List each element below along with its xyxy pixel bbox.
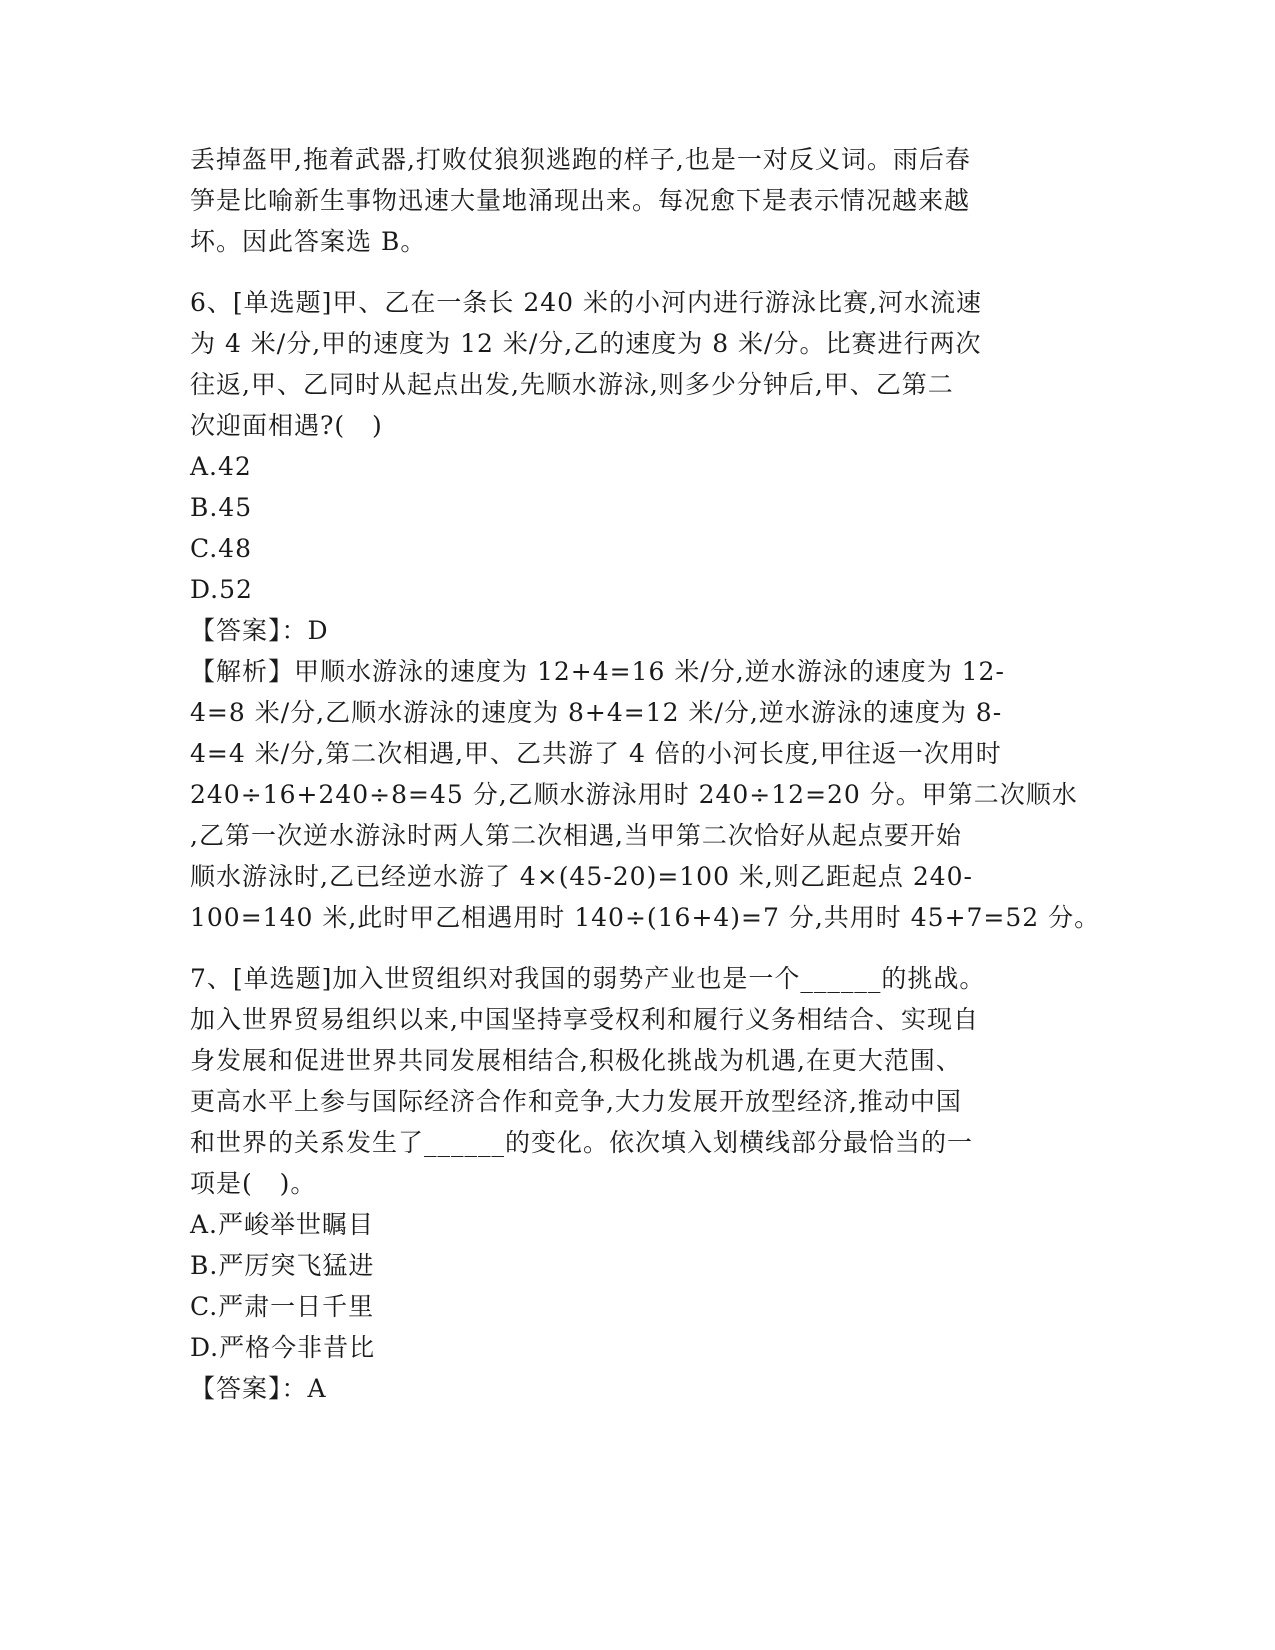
intro-line: 笋是比喻新生事物迅速大量地涌现出来。每况愈下是表示情况越来越: [190, 186, 971, 215]
question-6-option-d: D.52: [190, 575, 253, 604]
question-7-option-c: C.严肃一日千里: [190, 1292, 375, 1321]
question-7-stem: 7、[单选题]加入世贸组织对我国的弱势产业也是一个______的挑战。: [190, 964, 986, 993]
question-7-stem: 项是( )。: [190, 1169, 317, 1198]
question-6-analysis: 【解析】甲顺水游泳的速度为 12+4=16 米/分,逆水游泳的速度为 12-: [190, 657, 1005, 686]
question-6-stem: 次迎面相遇?( ): [190, 411, 383, 440]
question-7-stem: 和世界的关系发生了______的变化。依次填入划横线部分最恰当的一: [190, 1128, 974, 1157]
question-7-option-b: B.严厉突飞猛进: [190, 1251, 375, 1280]
question-6-option-a: A.42: [190, 452, 252, 481]
question-7-answer: 【答案】：A: [190, 1374, 327, 1403]
question-6-stem: 为 4 米/分,甲的速度为 12 米/分,乙的速度为 8 米/分。比赛进行两次: [190, 329, 982, 358]
question-6-answer: 【答案】：D: [190, 616, 329, 645]
question-7-option-d: D.严格今非昔比: [190, 1333, 376, 1362]
question-6-analysis: ,乙第一次逆水游泳时两人第二次相遇,当甲第二次恰好从起点要开始: [190, 821, 962, 850]
intro-line: 坏。因此答案选 B。: [190, 227, 427, 256]
question-6-stem: 6、[单选题]甲、乙在一条长 240 米的小河内进行游泳比赛,河水流速: [190, 288, 982, 317]
question-7-stem: 身发展和促进世界共同发展相结合,积极化挑战为机遇,在更大范围、: [190, 1046, 962, 1075]
question-7-stem: 加入世界贸易组织以来,中国坚持享受权利和履行义务相结合、实现自: [190, 1005, 979, 1034]
question-6-option-c: C.48: [190, 534, 252, 563]
question-7-stem: 更高水平上参与国际经济合作和竞争,大力发展开放型经济,推动中国: [190, 1087, 962, 1116]
question-6-analysis: 顺水游泳时,乙已经逆水游了 4×(45-20)=100 米,则乙距起点 240-: [190, 862, 973, 891]
question-6-analysis: 100=140 米,此时甲乙相遇用时 140÷(16+4)=7 分,共用时 45+7=52 分。: [190, 903, 1101, 932]
question-7-option-a: A.严峻举世瞩目: [190, 1210, 375, 1239]
question-6-option-b: B.45: [190, 493, 253, 522]
intro-line: 丢掉盔甲,拖着武器,打败仗狼狈逃跑的样子,也是一对反义词。雨后春: [190, 145, 971, 174]
question-6-analysis: 240÷16+240÷8=45 分,乙顺水游泳用时 240÷12=20 分。甲第二次顺水: [190, 780, 1078, 809]
question-6-analysis: 4=4 米/分,第二次相遇,甲、乙共游了 4 倍的小河长度,甲往返一次用时: [190, 739, 1002, 768]
question-6-analysis: 4=8 米/分,乙顺水游泳的速度为 8+4=12 米/分,逆水游泳的速度为 8-: [190, 698, 1003, 727]
question-6-stem: 往返,甲、乙同时从起点出发,先顺水游泳,则多少分钟后,甲、乙第二: [190, 370, 954, 399]
